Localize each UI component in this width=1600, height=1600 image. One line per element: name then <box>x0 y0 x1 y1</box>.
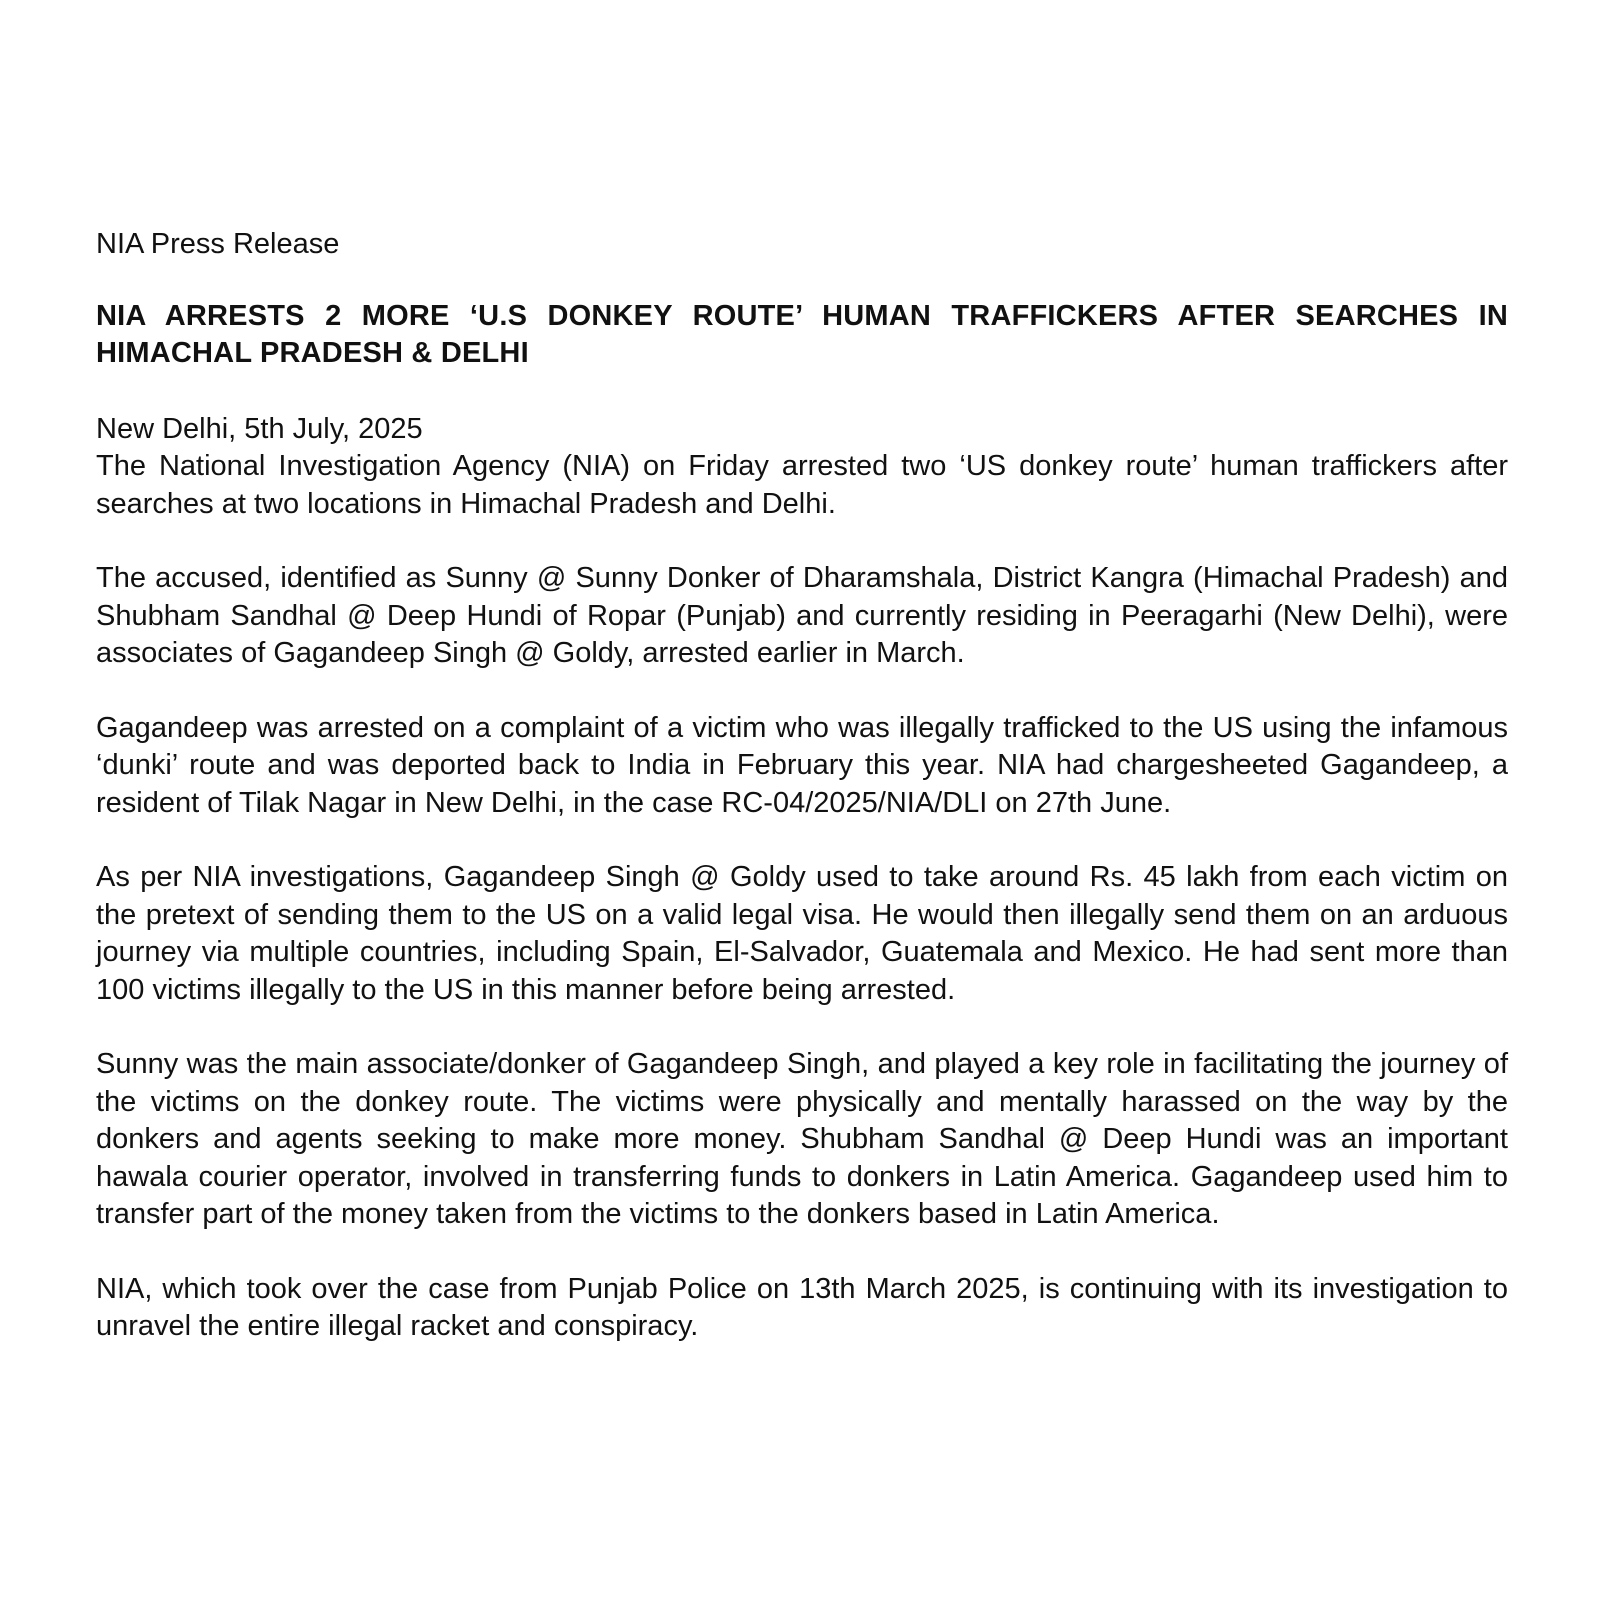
paragraph-investigation: As per NIA investigations, Gagandeep Singh @ Goldy used to take around Rs. 45 lakh from each victim on the pretext of sending them to the US on a valid legal visa. He would then illegally send them on an arduous journey via multiple countries, including Spain, El-Salvador, Guatemala and Mexico. He had sent more than 100 victims illegally to the US in this manner before being arrested. <box>96 861 1508 1006</box>
paragraph-case-status: NIA, which took over the case from Punjab Police on 13th March 2025, is continuing with its investigation to unravel the entire illegal racket and conspiracy. <box>96 1272 1508 1342</box>
headline: NIA ARRESTS 2 MORE ‘U.S DONKEY ROUTE’ HUMAN TRAFFICKERS AFTER SEARCHES IN HIMACHAL PRADESH & DELHI <box>96 299 1508 369</box>
paragraph-accused: The accused, identified as Sunny @ Sunny Donker of Dharamshala, District Kangra (Himachal Pradesh) and Shubham Sandhal @ Deep Hundi of Ropar (Punjab) and currently residing in Peeragarhi (New Delhi), were associates of Gagandeep Singh @ Goldy, arrested earlier in March. <box>96 562 1508 669</box>
paragraph-associates: Sunny was the main associate/donker of Gagandeep Singh, and played a key role in facilitating the journey of the victims on the donkey route. The victims were physically and mentally harassed on the way by the donkers and agents seeking to make more money. Shubham Sandhal @ Deep Hundi was an important hawala courier operator, involved in transferring funds to donkers in Latin America. Gagandeep used him to transfer part of the money taken from the victims to the donkers based in Latin America. <box>96 1048 1508 1230</box>
paragraph-gagandeep-arrest: Gagandeep was arrested on a complaint of a victim who was illegally trafficked to the US using the infamous ‘dunki’ route and was deported back to India in February this year. NIA had chargesheeted Gagandeep, a resident of Tilak Nagar in New Delhi, in the case RC-04/2025/NIA/DLI on 27th June. <box>96 711 1508 819</box>
document-label: NIA Press Release <box>96 228 340 260</box>
paragraph-intro: The National Investigation Agency (NIA) on Friday arrested two ‘US donkey route’ human traffickers after searches at two locations in Himachal Pradesh and Delhi. <box>96 450 1508 520</box>
press-release-page <box>96 226 1508 1383</box>
dateline: New Delhi, 5th July, 2025 <box>96 412 423 445</box>
